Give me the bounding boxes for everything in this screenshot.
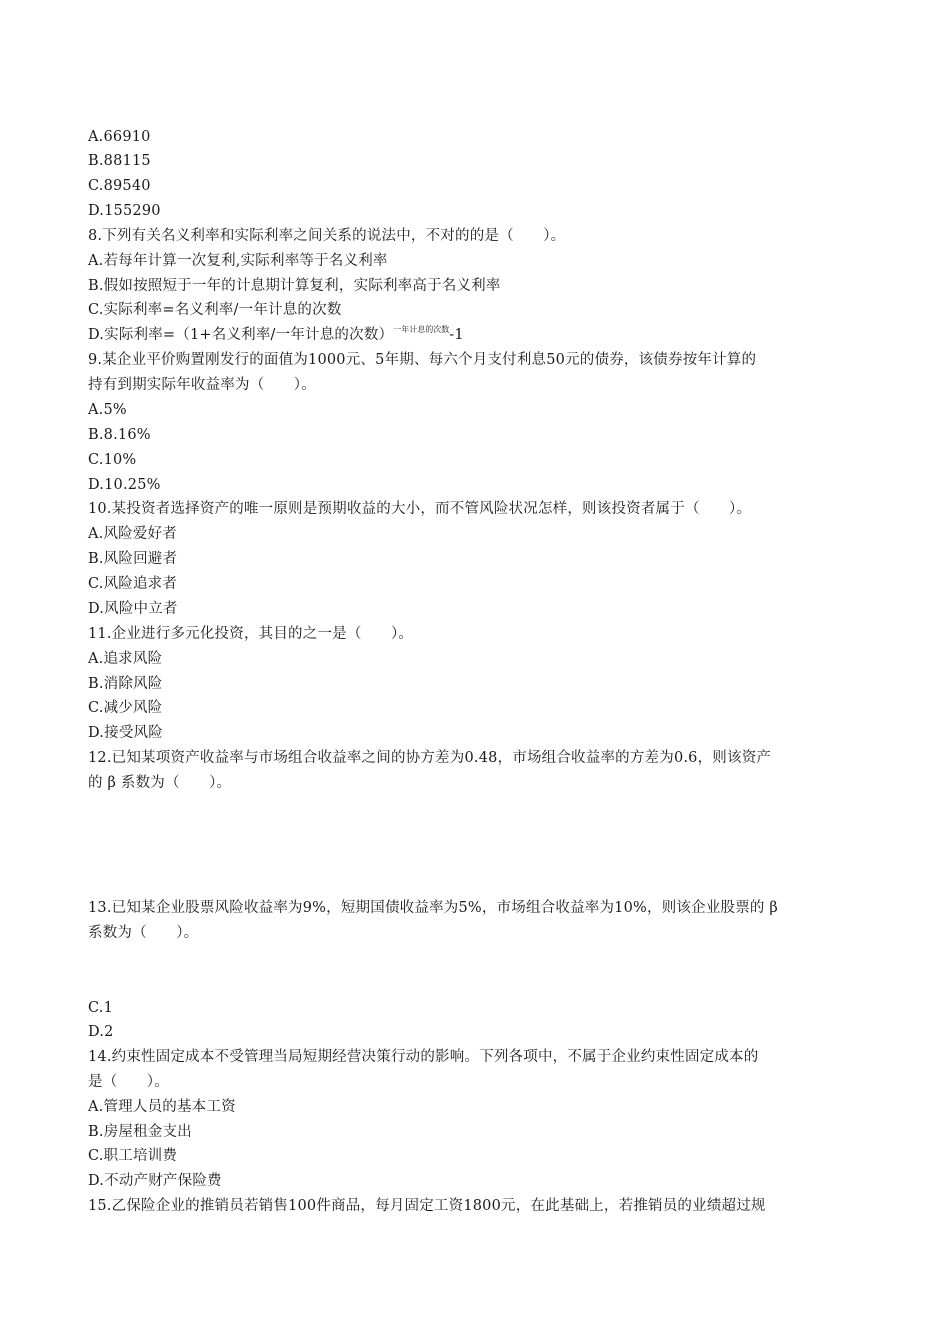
q12-stem-line1: 12.已知某项资产收益率与市场组合收益率之间的协方差为0.48，市场组合收益率的方差为0.6，则该资产 <box>88 750 772 766</box>
q7-option-a: A.66910 <box>88 129 151 145</box>
q11-option-d: D.接受风险 <box>88 725 163 741</box>
q8-option-c: C.实际利率=名义利率/一年计息的次数 <box>88 302 342 318</box>
q7-option-b: B.88115 <box>88 153 151 169</box>
q11-stem: 11.企业进行多元化投资，其目的之一是（ ）。 <box>88 626 414 642</box>
q9-option-d: D.10.25% <box>88 477 161 493</box>
q9-option-b: B.8.16% <box>88 427 151 443</box>
q10-option-b: B.风险回避者 <box>88 551 178 567</box>
q11-option-c: C.减少风险 <box>88 700 163 716</box>
q13-stem-line1: 13.已知某企业股票风险收益率为9%，短期国债收益率为5%，市场组合收益率为10%，则该企业股票的 β <box>88 900 778 916</box>
q7-option-c: C.89540 <box>88 178 151 194</box>
q9-option-c: C.10% <box>88 452 137 468</box>
q14-option-b: B.房屋租金支出 <box>88 1124 192 1140</box>
q8-option-d-main: D.实际利率=（1+名义利率/一年计息的次数） <box>88 327 394 343</box>
q11-option-b: B.消除风险 <box>88 676 163 692</box>
q15-stem-line1: 15.乙保险企业的推销员若销售100件商品，每月固定工资1800元，在此基础上，若推销员的业绩超过规 <box>88 1198 766 1214</box>
q8-option-b: B.假如按照短于一年的计息期计算复利，实际利率高于名义利率 <box>88 278 501 294</box>
q10-option-c: C.风险追求者 <box>88 576 178 592</box>
q14-option-d: D.不动产财产保险费 <box>88 1173 222 1189</box>
q14-option-c: C.职工培训费 <box>88 1148 178 1164</box>
q9-stem-line2: 持有到期实际年收益率为（ ）。 <box>88 377 316 393</box>
q13-option-d: D.2 <box>88 1024 114 1040</box>
q11-option-a: A.追求风险 <box>88 651 163 667</box>
q14-option-a: A.管理人员的基本工资 <box>88 1099 236 1115</box>
q14-stem-line2: 是（ ）。 <box>88 1074 169 1090</box>
q13-option-c: C.1 <box>88 1000 114 1016</box>
q12-stem-line2: 的 β 系数为（ ）。 <box>88 775 232 791</box>
q9-stem-line1: 9.某企业平价购置刚发行的面值为1000元、5年期、每六个月支付利息50元的债券，该债券按年计算的 <box>88 352 757 368</box>
q9-option-a: A.5% <box>88 402 127 418</box>
q13-stem-line2: 系数为（ ）。 <box>88 925 199 941</box>
q10-stem: 10.某投资者选择资产的唯一原则是预期收益的大小，而不管风险状况怎样，则该投资者属于（ ）。 <box>88 501 752 517</box>
q8-option-d <box>88 325 464 347</box>
q8-option-d-superscript: 一年计息的次数 <box>393 325 450 334</box>
q8-option-d-tail: -1 <box>449 327 464 343</box>
q8-stem: 8.下列有关名义利率和实际利率之间关系的说法中，不对的的是（ ）。 <box>88 228 566 244</box>
q7-option-d: D.155290 <box>88 203 161 219</box>
q10-option-d: D.风险中立者 <box>88 601 178 617</box>
q8-option-a: A.若每年计算一次复利,实际利率等于名义利率 <box>88 253 388 269</box>
q14-stem-line1: 14.约束性固定成本不受管理当局短期经营决策行动的影响。下列各项中，不属于企业约束性固定成本的 <box>88 1049 759 1065</box>
q10-option-a: A.风险爱好者 <box>88 526 177 542</box>
